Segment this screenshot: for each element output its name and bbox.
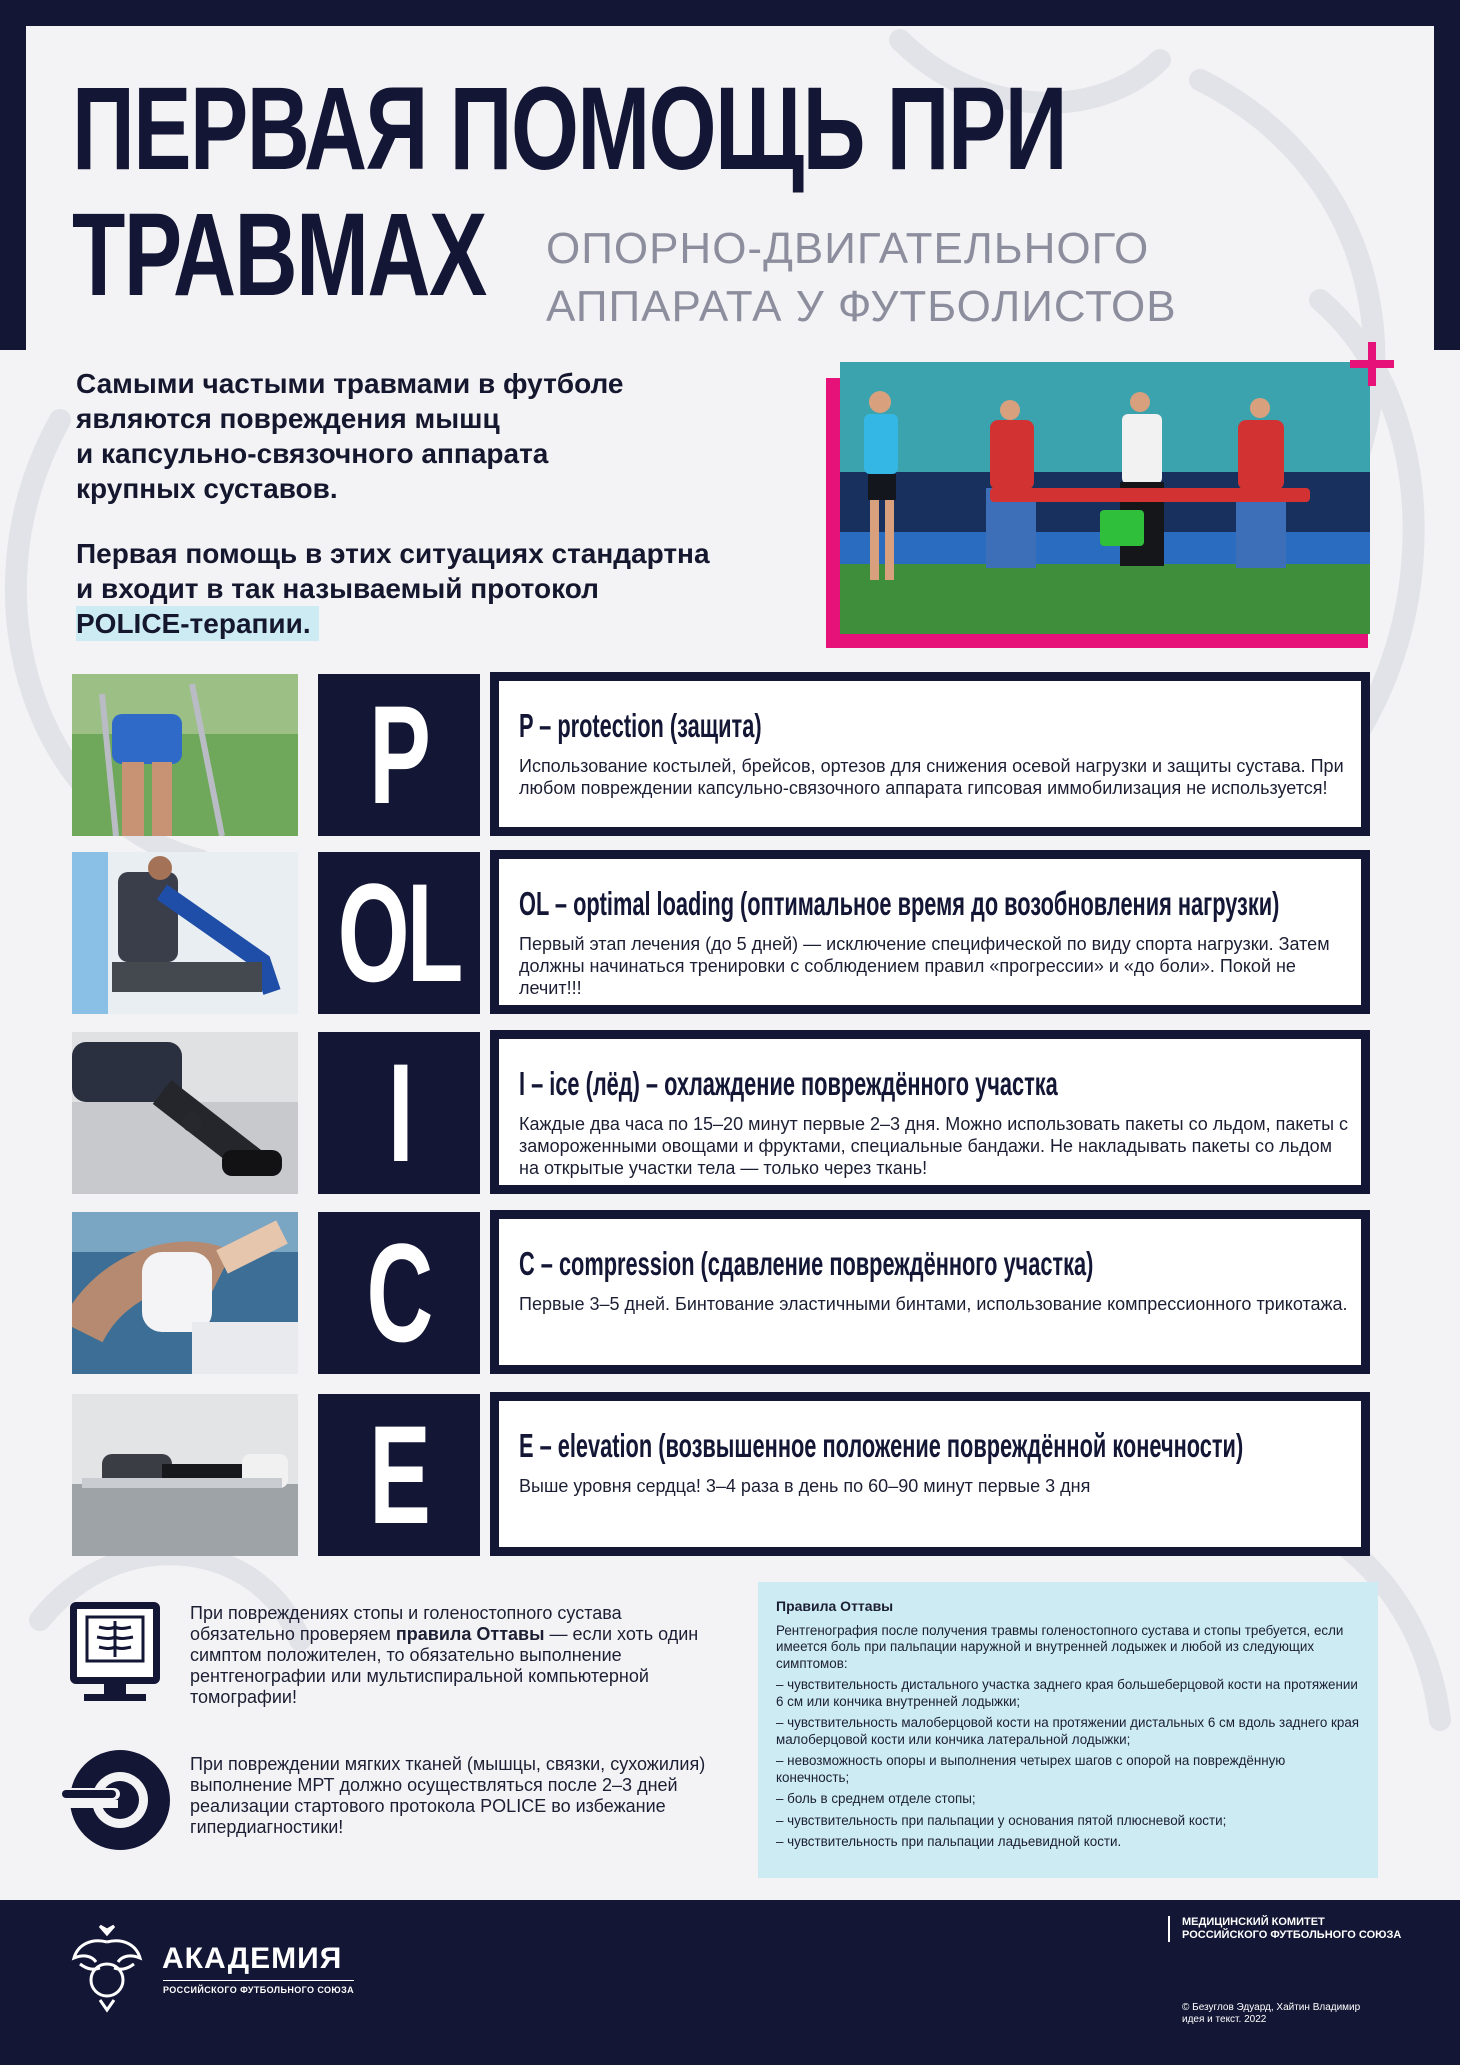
ottawa-intro: Рентгенография после получения травмы голеностопного сустава и стопы требуется, если имеется боль при пальпации наружной и внутренней лодыжек и любой из следующих симптомов: [776, 1622, 1344, 1671]
intro-paragraph-1 [76, 366, 716, 506]
intro-line: являются повреждения мышц [76, 403, 500, 434]
frame-left [0, 0, 26, 350]
ottawa-item: – чувствительность при пальпации у основания пятой плюсневой кости; [776, 1812, 1227, 1828]
ottawa-item: – чувствительность дистального участка заднего края большеберцовой кости на протяжении 6 см или кончика внутренней лодыжки; [776, 1677, 1358, 1709]
page-subtitle [546, 220, 1246, 336]
ottawa-reminder-text [190, 1603, 710, 1708]
letter-box-i [318, 1032, 480, 1194]
card-text: Каждые два часа по 15–20 минут первые 2–3 дня. Можно использовать пакеты со льдом, пакеты с замороженными овощами и фруктами, специальные бандажи. Не накладывать пакеты со льдом на открытые участки тела — только через ткань! [519, 1114, 1349, 1178]
frame-top [0, 0, 1460, 26]
letter-box-e [318, 1394, 480, 1556]
police-letter: E [369, 1396, 429, 1553]
info-text: — если хоть один симптом положителен, то обязательно выполнение рентгенографии или мультиспиральной компьютерной томографии! [190, 1624, 699, 1707]
letter-box-p [318, 674, 480, 836]
card-title: I – ice (лёд) – охлаждение повреждённого участка [519, 1065, 1058, 1102]
card-text: Первый этап лечения (до 5 дней) — исключение специфической по виду спорта нагрузки. Затем должны начинаться тренировки с соблюдением правил «прогрессии» и «до боли». Покой не лечит!!! [519, 934, 1330, 998]
police-therapy-highlight: POLICE-терапии. [76, 606, 319, 641]
ottawa-title: Правила Оттавы [776, 1598, 894, 1614]
frame-right [1434, 0, 1460, 350]
academy-logo-subtitle: РОССИЙСКОГО ФУТБОЛЬНОГО СОЮЗА [163, 1980, 354, 1995]
committee-line: РОССИЙСКОГО ФУТБОЛЬНОГО СОЮЗА [1182, 1929, 1402, 1941]
info-text: При повреждениях стопы и голеностопного сустава обязательно проверяем [190, 1603, 622, 1644]
ottawa-item: – чувствительность малоберцовой кости на протяжении дистальных 6 см вдоль заднего края малоберцовой кости или кончика латеральной лодыжки; [776, 1715, 1360, 1747]
ottawa-rules-panel [758, 1582, 1378, 1878]
card-title: P – protection (защита) [519, 707, 762, 744]
card-title: C – compression (сдавление повреждённого участка) [519, 1245, 1094, 1282]
intro-line: Самыми частыми травмами в футболе [76, 368, 624, 399]
monitor-base-icon [84, 1694, 146, 1701]
resistance-band-photo [72, 852, 298, 1014]
police-letter: I [387, 1034, 411, 1191]
academy-logo-text: АКАДЕМИЯ [162, 1942, 343, 1975]
letter-box-c [318, 1212, 480, 1374]
page-title-line1: ПЕРВАЯ ПОМОЩЬ ПРИ [72, 63, 1066, 195]
intro-line: и капсульно-связочного аппарата [76, 438, 549, 469]
elevation-photo [72, 1394, 298, 1556]
compression-bandage-photo [72, 1212, 298, 1374]
intro-paragraph-2 [76, 536, 796, 641]
mri-recommendation-text: При повреждении мягких тканей (мышцы, связки, сухожилия) выполнение МРТ должно осуществляться после 2–3 дней реализации стартового протокола POLICE во избежание гипердиагностики! [190, 1754, 706, 1837]
police-card-ice [490, 1030, 1370, 1194]
ottawa-item: – чувствительность при пальпации ладьевидной кости. [776, 1834, 1122, 1849]
police-card-compression [490, 1210, 1370, 1374]
stretcher-photo [840, 362, 1370, 634]
police-card-optimal-loading [490, 850, 1370, 1014]
ottawa-item: – невозможность опоры и выполнения четырех шагов с опорой на повреждённую конечность; [776, 1753, 1286, 1785]
copyright-line: © Безуглов Эдуард, Хайтин Владимир [1182, 2002, 1361, 2013]
letter-box-ol [318, 852, 480, 1014]
medical-committee-label [1168, 1916, 1428, 1942]
card-title: E – elevation (возвышенное положение повреждённой конечности) [519, 1427, 1244, 1464]
police-letter: OL [337, 854, 461, 1011]
ottawa-rules-bold: правила Оттавы [395, 1624, 545, 1644]
frame-bottom [0, 2040, 1460, 2065]
copyright-line: идея и текст. 2022 [1182, 2014, 1267, 2025]
ottawa-item: – боль в среднем отделе стопы; [776, 1791, 976, 1806]
card-text: Использование костылей, брейсов, ортезов для снижения осевой нагрузки и защиты сустава. При любом повреждении капсульно-связочного аппарата гипсовая иммобилизация не используется! [519, 756, 1344, 798]
police-letter: P [369, 676, 429, 833]
plus-decoration [1368, 342, 1376, 386]
mri-scanner-icon [60, 1748, 170, 1857]
police-card-protection [490, 672, 1370, 836]
subtitle-line1: ОПОРНО-ДВИГАТЕЛЬНОГО [546, 224, 1150, 273]
police-card-elevation [490, 1392, 1370, 1556]
police-letter: C [366, 1214, 432, 1371]
card-text: Выше уровня сердца! 3–4 раза в день по 60–90 минут первые 3 дня [519, 1476, 1091, 1496]
page-title-line2: ТРАВМАХ [72, 189, 486, 321]
rfs-eagle-logo-icon [70, 1924, 144, 2019]
subtitle-line2: АППАРАТА У ФУТБОЛИСТОВ [546, 282, 1177, 331]
card-title: OL – optimal loading (оптимальное время до возобновления нагрузки) [519, 885, 1280, 922]
crutches-photo [72, 674, 298, 836]
intro-line: Первая помощь в этих ситуациях стандартна [76, 538, 710, 569]
intro-line: и входит в так называемый протокол [76, 573, 599, 604]
intro-line: крупных суставов. [76, 473, 338, 504]
committee-line: МЕДИЦИНСКИЙ КОМИТЕТ [1182, 1916, 1325, 1928]
ice-wrap-photo [72, 1032, 298, 1194]
xray-monitor-icon [70, 1602, 160, 1684]
copyright-text [1182, 2002, 1402, 2026]
card-text: Первые 3–5 дней. Бинтование эластичными бинтами, использование компрессионного трикотажа. [519, 1294, 1348, 1314]
